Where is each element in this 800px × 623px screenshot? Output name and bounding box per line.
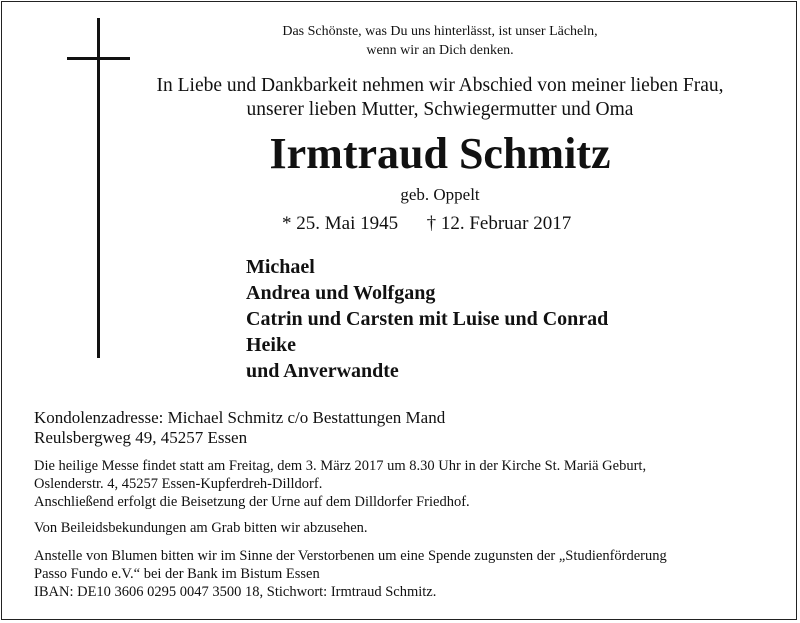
mourners-list [246, 254, 608, 384]
mourner: und Anverwandte [246, 360, 399, 382]
donation-line: Anstelle von Blumen bitten wir im Sinne der Verstorbenen um eine Spende zugunsten der „Studienförderung [34, 548, 667, 564]
mourner: Michael [246, 256, 315, 278]
address-line: Kondolenzadresse: Michael Schmitz c/o Bestattungen Mand [34, 408, 446, 427]
mourner: Heike [246, 334, 296, 356]
birth-date: * 25. Mai 1945 [282, 213, 399, 234]
condolence-address [34, 408, 445, 448]
death-date: † 12. Februar 2017 [426, 213, 572, 234]
intro-line: In Liebe und Dankbarkeit nehmen wir Abschied von meiner lieben Frau, [156, 75, 724, 96]
mass-info [34, 457, 646, 511]
mass-line: Die heilige Messe findet statt am Freitag, dem 3. März 2017 um 8.30 Uhr in der Kirche St. Mariä Geburt, [34, 458, 647, 474]
donation-line: IBAN: DE10 3606 0295 0047 3500 18, Stichwort: Irmtraud Schmitz. [34, 584, 437, 600]
quote-line: wenn wir an Dich denken. [366, 43, 514, 58]
quote-line: Das Schönste, was Du uns hinterlässt, ist unser Lächeln, [282, 24, 598, 39]
grave-note: Von Beileidsbekundungen am Grab bitten wir abzusehen. [34, 520, 368, 536]
mass-line: Anschließend erfolgt die Beisetzung der Urne auf dem Dilldorfer Friedhof. [34, 494, 470, 510]
mourner: Andrea und Wolfgang [246, 282, 436, 304]
life-dates [282, 212, 571, 236]
farewell-intro [120, 74, 760, 122]
memorial-quote [250, 22, 630, 60]
birth-name: geb. Oppelt [400, 185, 480, 204]
donation-info [34, 547, 667, 601]
donation-line: Passo Fundo e.V.“ bei der Bank im Bistum Essen [34, 566, 320, 582]
mass-line: Oslenderstr. 4, 45257 Essen-Kupferdreh-Dilldorf. [34, 476, 323, 492]
deceased-name: Irmtraud Schmitz [269, 129, 611, 178]
address-line: Reulsbergweg 49, 45257 Essen [34, 428, 248, 447]
mourner: Catrin und Carsten mit Luise und Conrad [246, 308, 609, 330]
intro-line: unserer lieben Mutter, Schwiegermutter und Oma [246, 99, 634, 120]
